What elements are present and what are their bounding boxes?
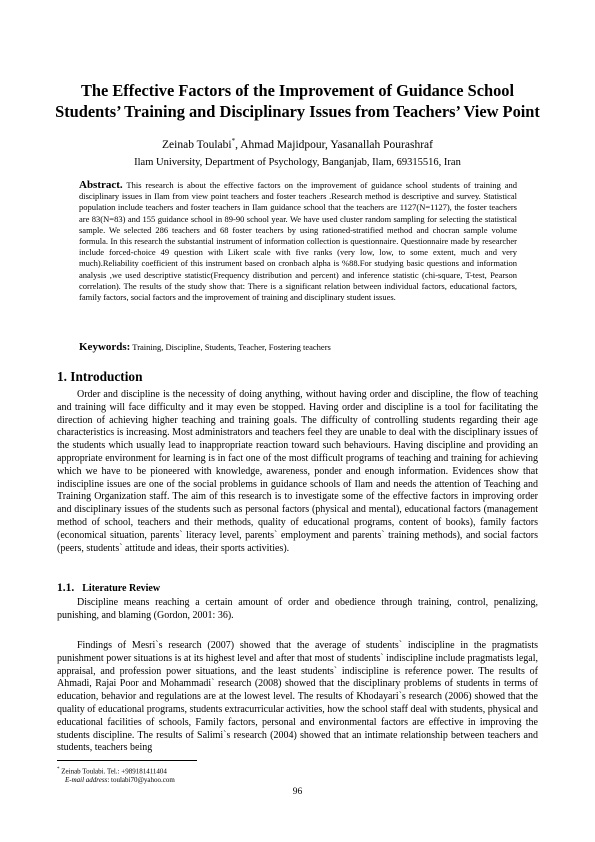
author-others: , Ahmad Majidpour, Yasanallah Pourashraf <box>235 138 433 151</box>
title-line-2: Students’ Training and Disciplinary Issues from Teachers’ View Point <box>55 102 540 121</box>
affiliation: Ilam University, Department of Psychology, Banganjab, Ilam, 69315516, Iran <box>134 157 461 168</box>
title-line-1: The Effective Factors of the Improvement of Guidance School <box>80 81 515 100</box>
footnote-mark: * <box>57 767 60 772</box>
footnote <box>57 765 357 785</box>
footnote-email-label: E-mail address <box>65 776 108 785</box>
abstract <box>79 180 517 303</box>
literature-paragraph-1: Discipline means reaching a certain amount of order and obedience through training, control, penalizing, punishing, and blaming (Gordon, 2001: 36). <box>57 597 538 621</box>
footnote-phone: Zeinab Toulabi. Tel.: +989181411404 <box>59 767 167 776</box>
subsection-heading-literature-review <box>57 581 160 596</box>
introduction-paragraph: Order and discipline is the necessity of doing anything, without having order and discipline, the flow of teaching and training will face difficulty and it may even be stopped. Having order and discipline is a tool for facilitating the direction of achieving higher teaching and training goals. The difficulty of controlling students regarding their age characteristics is increasing. Most administrators and teachers feel they are unable to deal with the disciplinary issues of the students which usually lead to inappropriate reaction toward such behaviours. Having discipline and providing an appropriate environment for learning is in fact one of the most difficult programs of teaching and training for achieving which we have to be pioneered with knowledge, awareness, ponder and enough information. Evidences show that indiscipline issues are one of the social problems in guidance schools of Ilam and needs the attention of Teaching and Training Organization staff. The aim of this research is to investigate some of the effective factors in improving order and disciplinary issues of the students such as personal factors (physical and mental), educational factors (management method of school, teachers and their methods, quality of educational programs, content of books), family factors (economical situation, parents` literacy level, parents` employment and parents` training methods), and social factors (peers, students` attitude and ideas, their sports activities). <box>57 389 538 554</box>
author-primary: Zeinab Toulabi <box>162 138 232 151</box>
subsection-number: 1.1. <box>57 582 75 594</box>
subsection-title: Literature Review <box>82 583 161 594</box>
abstract-text: This research is about the effective factors on the improvement of guidance school students of training and disciplinary issues in Ilam from view point teachers and foster teachers .Research method is descriptive and survey. Statistical population include teachers and foster teachers in Ilam guidance school that the teachers are 1127(N=1127), the foster teachers are 83(N=83) and 155 guidance school in 89-90 school year. We have used cluster random sampling for selecting the statistical sample. We selected 286 teachers and 68 foster teachers by using rationed-stratified method and chocran sample volume formula. In this research the substantial instrument of information collection is questionnaire. Questionnaire made by researcher include forced-choice 49 question with Likert scale with five ranks (very low, low, to some extent, much and very much).Reliability coefficient of this instrument based on cronbach alpha is %88.For studying basic questions and information analysis ,we used descriptive statistic(Frequency distribution and percent) and inference statistic (chi-square, T-test, Pearson correlation). The results of the study show that: There is a significant relation between individual factors, educational factors, family factors, social factors and the improvement of training and disciplinary student issues. <box>79 180 517 303</box>
page-number: 96 <box>292 787 303 797</box>
abstract-label: Abstract. <box>79 179 123 191</box>
footnote-email-line <box>57 776 357 785</box>
keywords-label: Keywords: <box>79 341 131 353</box>
footnote-divider <box>57 760 197 761</box>
literature-paragraph-2: Findings of Mesri`s research (2007) showed that the average of students` indiscipline in the pragmatists punishment power situations is at its highest level and after that most of students` indiscipline include pragmatists legal, appraisal, and profession power situations, and the least students` indiscipline is reference power. The results of Ahmadi, Rajai Poor and Mohammadi` research (2008) showed that the disciplinary problems of students in terms of education, behavior and regulations are at the lowest level. The results of Khodayari`s research (2006) showed that the quality of educational programs, students extracurricular activities, how the school staff deal with students, physical and educational facilities of schools, Family factors, personal and environmental factors are effective in improving the students discipline. The results of Salimi`s research (2004) showed that an intimate relationship between teachers and students, teachers being <box>57 640 538 754</box>
section-heading-introduction: 1. Introduction <box>57 369 143 384</box>
keywords-text: Training, Discipline, Students, Teacher, Fostering teachers <box>130 342 331 352</box>
footnote-contact <box>57 765 357 776</box>
footnote-email: : toulabi70@yahoo.com <box>107 776 175 785</box>
corresponding-author-mark: * <box>231 137 236 145</box>
paper-title <box>40 80 555 122</box>
keywords <box>79 341 517 353</box>
author-list <box>40 134 555 152</box>
